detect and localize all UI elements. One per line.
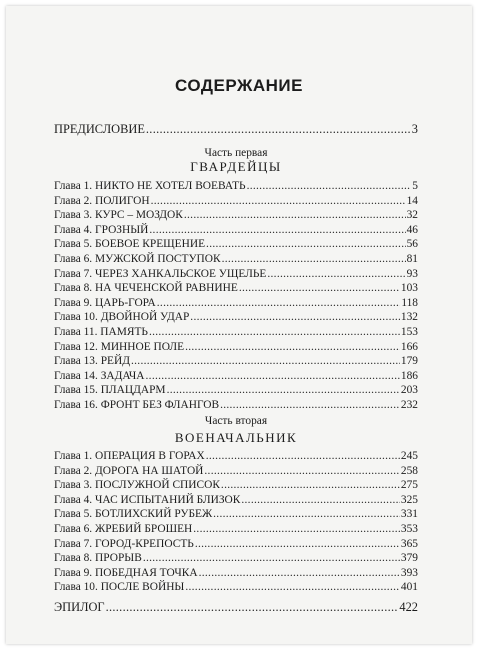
chapter-number: Глава 6. [54, 523, 93, 535]
chapter-number: Глава 1. [54, 450, 93, 462]
toc-entry-chapter[interactable] [54, 266, 418, 282]
entry-title [54, 550, 142, 566]
entry-page: 153 [400, 326, 418, 338]
toc-entry-chapter[interactable] [54, 339, 418, 355]
entry-page: 353 [400, 523, 418, 535]
entry-title [54, 448, 205, 464]
dot-leader [151, 193, 406, 209]
toc-entry-chapter[interactable] [54, 506, 418, 522]
chapter-title: ПОСЛУЖНОЙ СПИСОК [95, 479, 220, 492]
entry-title [54, 309, 189, 325]
entry-title [54, 251, 221, 267]
chapter-title: ПАМЯТЬ [100, 326, 148, 338]
toc-entry-chapter[interactable] [54, 382, 418, 398]
chapter-number: Глава 11. [54, 326, 98, 338]
toc-entry-chapter[interactable] [54, 207, 418, 223]
toc-entry-chapter[interactable] [54, 536, 418, 552]
chapter-title: ОПЕРАЦИЯ В ГОРАХ [95, 450, 205, 462]
dot-leader [239, 280, 400, 296]
entry-page: 422 [399, 600, 418, 614]
dot-leader [149, 222, 405, 238]
entry-page: 93 [406, 267, 418, 280]
entry-page: 179 [400, 355, 418, 368]
entry-page: 331 [400, 508, 418, 521]
page-title: СОДЕРЖАНИЕ [175, 76, 303, 95]
toc-entry-chapter[interactable] [54, 368, 418, 384]
dot-leader [146, 121, 411, 137]
entry-page: 325 [400, 493, 418, 506]
dot-leader [184, 207, 406, 223]
chapter-title: ЦАРЬ-ГОРА [95, 296, 156, 309]
dot-leader [185, 579, 400, 595]
chapter-number: Глава 14. [54, 369, 98, 382]
entry-page: 5 [412, 180, 418, 192]
chapter-number: Глава 10. [54, 311, 98, 324]
chapter-number: Глава 1. [54, 180, 93, 192]
part1-label: Часть первая [204, 147, 268, 159]
toc-entry-chapter[interactable] [54, 178, 418, 194]
chapter-title: МИННОЕ ПОЛЕ [100, 340, 185, 353]
dot-leader [222, 251, 406, 267]
dot-leader [213, 506, 400, 522]
chapter-title: ПРОРЫВ [95, 552, 142, 565]
entry-title [54, 295, 156, 311]
entry-page: 365 [400, 537, 418, 550]
dot-leader [195, 536, 400, 552]
entry-page: 46 [406, 223, 418, 236]
chapter-title: ДВОЙНОЙ УДАР [100, 311, 190, 324]
part2-title: ВОЕНАЧАЛЬНИК [174, 430, 298, 445]
chapter-number: Глава 5. [54, 238, 93, 251]
entry-page: 118 [401, 296, 418, 309]
chapter-number: Глава 5. [54, 508, 93, 521]
chapter-number: Глава 2. [54, 194, 93, 207]
entry-page: 103 [400, 282, 418, 295]
dot-leader [199, 565, 400, 581]
dot-leader [220, 397, 400, 413]
entry-title [54, 222, 148, 238]
chapter-title: КУРС – МОЗДОК [95, 209, 183, 222]
entry-title [54, 382, 166, 398]
toc-entry-chapter[interactable] [54, 353, 418, 369]
chapter-title: ЖРЕБИЙ БРОШЕН [95, 523, 193, 535]
entry-page: 232 [400, 399, 418, 411]
entry-title [54, 368, 145, 384]
chapter-number: Глава 9. [54, 566, 93, 579]
chapter-number: Глава 12. [54, 340, 98, 353]
chapter-title: МУЖСКОЙ ПОСТУПОК [95, 253, 221, 265]
dot-leader [106, 599, 399, 615]
entry-title [54, 280, 238, 296]
entry-title [54, 324, 148, 340]
dot-leader [206, 236, 406, 252]
book-page [6, 6, 472, 644]
chapter-title: ПОЛИГОН [95, 194, 150, 207]
chapter-number: Глава 6. [54, 253, 93, 265]
chapter-title: ГОРОД-КРЕПОСТЬ [95, 537, 194, 550]
chapter-number: Глава 13. [54, 355, 98, 368]
entry-title [54, 492, 240, 508]
dot-leader [185, 339, 400, 355]
dot-leader [131, 353, 400, 369]
chapter-title: ЧЕРЕЗ ХАНКАЛЬСКОЕ УЩЕЛЬЕ [95, 267, 267, 280]
chapter-title: ФРОНТ БЕЗ ФЛАНГОВ [100, 399, 220, 411]
chapter-number: Глава 4. [54, 493, 93, 506]
toc-entry-chapter[interactable] [54, 579, 418, 595]
entry-title [54, 193, 150, 209]
entry-title [54, 178, 246, 194]
chapter-number: Глава 7. [54, 267, 93, 280]
entry-title [54, 506, 212, 522]
chapter-number: Глава 10. [54, 581, 98, 594]
entry-title [54, 266, 266, 282]
entry-title [54, 353, 130, 369]
entry-page: 245 [400, 450, 418, 462]
entry-title: ПРЕДИСЛОВИЕ [54, 122, 145, 136]
chapter-number: Глава 9. [54, 296, 93, 309]
dot-leader [241, 492, 400, 508]
toc-entry-chapter[interactable] [54, 236, 418, 252]
entry-title [54, 463, 203, 479]
toc-entry-chapter[interactable] [54, 222, 418, 238]
chapter-title: РЕЙД [100, 355, 130, 368]
entry-title [54, 236, 205, 252]
entry-page: 32 [406, 209, 418, 222]
entry-page: 166 [400, 340, 418, 353]
dot-leader [247, 178, 412, 194]
chapter-title: ПЛАЦДАРМ [100, 384, 166, 397]
entry-page: 186 [400, 369, 418, 382]
chapter-number: Глава 4. [54, 223, 93, 236]
part2-label: Часть вторая [204, 415, 268, 427]
chapter-title: НИКТО НЕ ХОТЕЛ ВОЕВАТЬ [95, 180, 246, 192]
chapter-number: Глава 8. [54, 552, 93, 565]
chapter-number: Глава 7. [54, 537, 93, 550]
toc-entry-chapter[interactable] [54, 463, 418, 479]
toc-entry-chapter[interactable] [54, 397, 418, 413]
chapter-title: НА ЧЕЧЕНСКОЙ РАВНИНЕ [95, 282, 238, 295]
chapter-number: Глава 2. [54, 464, 93, 477]
toc-entry-chapter[interactable] [54, 550, 418, 566]
entry-page: 203 [400, 384, 418, 397]
chapter-number: Глава 16. [54, 399, 98, 411]
chapter-title: ПОБЕДНАЯ ТОЧКА [95, 566, 198, 579]
entry-page: 379 [400, 552, 418, 565]
entry-title [54, 339, 184, 355]
dot-leader [221, 477, 400, 493]
entry-page: 3 [411, 122, 418, 136]
chapter-title: ПОСЛЕ ВОЙНЫ [100, 581, 185, 594]
toc-entry-chapter[interactable] [54, 309, 418, 325]
toc-entry-chapter[interactable] [54, 477, 418, 493]
entry-page: 132 [400, 311, 418, 324]
entry-page: 81 [406, 253, 418, 265]
toc-entry-preface[interactable] [54, 121, 418, 137]
dot-leader [143, 550, 400, 566]
dot-leader [167, 382, 400, 398]
entry-page: 56 [406, 238, 418, 251]
dot-leader [190, 309, 400, 325]
toc-entry-chapter[interactable] [54, 565, 418, 581]
chapter-number: Глава 3. [54, 209, 93, 222]
entry-page: 258 [400, 464, 418, 477]
toc-entry-chapter[interactable] [54, 193, 418, 209]
dot-leader [149, 324, 400, 340]
toc-entry-chapter[interactable] [54, 448, 418, 464]
chapter-title: ЗАДАЧА [100, 369, 145, 382]
entry-title [54, 207, 183, 223]
chapter-number: Глава 3. [54, 479, 93, 492]
dot-leader [206, 448, 400, 464]
chapter-title: ЧАС ИСПЫТАНИЙ БЛИЗОК [95, 493, 241, 506]
dot-leader [204, 463, 400, 479]
chapter-title: БОТЛИХСКИЙ РУБЕЖ [95, 508, 213, 521]
chapter-number: Глава 8. [54, 282, 93, 295]
dot-leader [146, 368, 400, 384]
toc-entry-chapter[interactable] [54, 521, 418, 537]
entry-title [54, 579, 184, 595]
entry-page: 14 [406, 194, 418, 207]
chapter-title: БОЕВОЕ КРЕЩЕНИЕ [95, 238, 206, 251]
entry-page: 393 [400, 566, 418, 579]
entry-title [54, 565, 198, 581]
entry-page: 401 [400, 581, 418, 594]
entry-title [54, 397, 219, 413]
entry-title: ЭПИЛОГ [54, 600, 105, 614]
toc-entry-chapter[interactable] [54, 280, 418, 296]
dot-leader [267, 266, 405, 282]
toc-entry-chapter[interactable] [54, 324, 418, 340]
entry-page: 275 [400, 479, 418, 492]
chapter-title: ДОРОГА НА ШАТОЙ [95, 464, 204, 477]
part1-title: ГВАРДЕЙЦЫ [190, 159, 282, 174]
entry-title [54, 536, 194, 552]
toc-entry-epilogue[interactable] [54, 599, 418, 615]
entry-title [54, 477, 220, 493]
toc-entry-chapter[interactable] [54, 295, 418, 311]
dot-leader [157, 295, 401, 311]
chapter-title: ГРОЗНЫЙ [95, 223, 149, 236]
toc-entry-chapter[interactable] [54, 492, 418, 508]
chapter-number: Глава 15. [54, 384, 98, 397]
dot-leader [193, 521, 400, 537]
toc-entry-chapter[interactable] [54, 251, 418, 267]
entry-title [54, 521, 192, 537]
